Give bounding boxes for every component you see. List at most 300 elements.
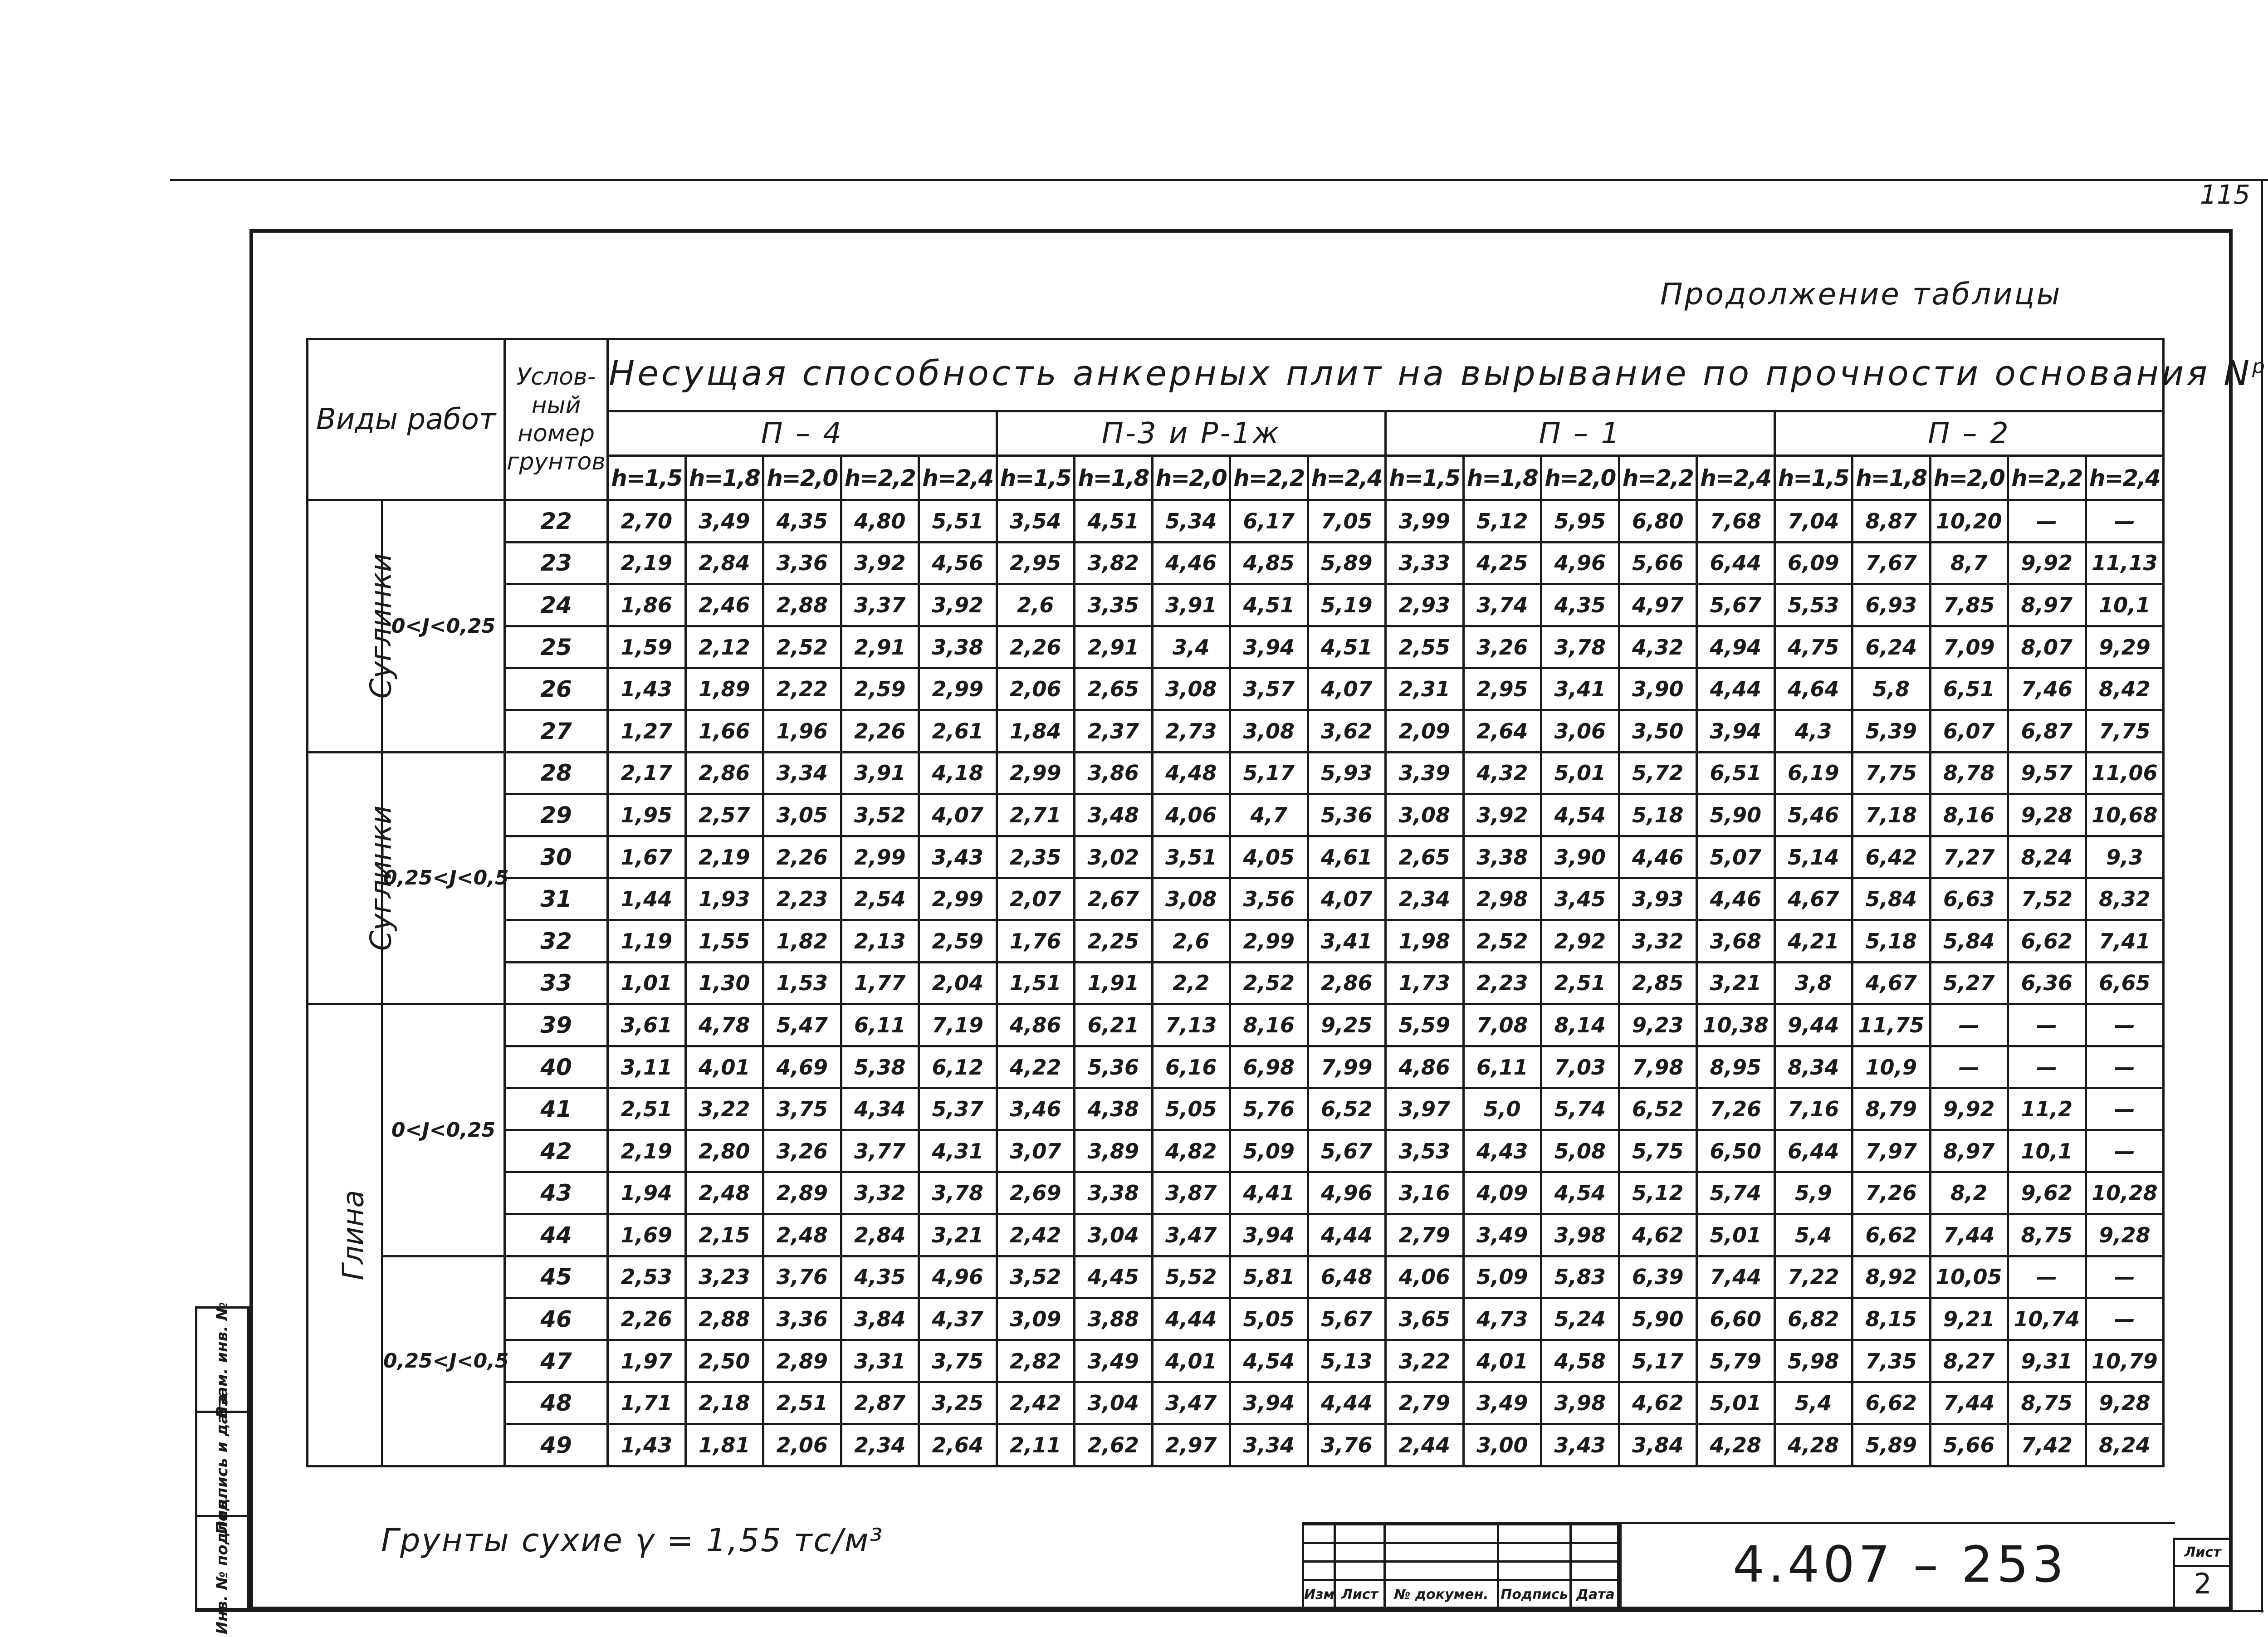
sheet-box (2173, 1538, 2233, 1610)
value-cell: 2,17 (608, 752, 686, 794)
value-cell: 3,05 (763, 794, 841, 836)
value-cell: 8,97 (1930, 1130, 2008, 1172)
value-cell: 3,89 (1075, 1130, 1153, 1172)
value-cell: 11,06 (2086, 752, 2164, 794)
value-cell: 4,44 (1308, 1382, 1386, 1424)
value-cell: 2,82 (997, 1340, 1075, 1382)
value-cell: 4,62 (1619, 1382, 1697, 1424)
value-cell: — (2086, 1004, 2164, 1046)
value-cell: 4,05 (1230, 836, 1308, 878)
value-cell: 6,62 (1853, 1214, 1931, 1256)
value-cell: 1,81 (685, 1424, 763, 1466)
value-cell: 3,97 (1386, 1088, 1464, 1130)
height-header: h=2,4 (1308, 456, 1386, 500)
value-cell: 2,19 (608, 1130, 686, 1172)
value-cell: 8,95 (1697, 1046, 1775, 1088)
value-cell: 3,38 (1075, 1172, 1153, 1214)
value-cell: 3,93 (1619, 878, 1697, 920)
value-cell: 1,43 (608, 1424, 686, 1466)
value-cell: 5,83 (1541, 1256, 1619, 1298)
value-cell: 4,44 (1308, 1214, 1386, 1256)
soil-type-label: Суглинки (364, 553, 398, 699)
value-cell: 8,2 (1930, 1172, 2008, 1214)
group-header: П-3 и Р-1ж (997, 411, 1386, 456)
value-cell: — (2086, 500, 2164, 542)
value-cell: — (1930, 1046, 2008, 1088)
side-stamp-signature-date: Подпись и дата (213, 1394, 231, 1534)
value-cell: — (2086, 1088, 2164, 1130)
value-cell: 1,97 (608, 1340, 686, 1382)
value-cell: 2,61 (919, 710, 997, 752)
value-cell: 1,76 (997, 920, 1075, 962)
value-cell: 8,32 (2086, 878, 2164, 920)
value-cell: 3,88 (1075, 1298, 1153, 1340)
value-cell: — (2086, 1298, 2164, 1340)
value-cell: 5,89 (1853, 1424, 1931, 1466)
value-cell: 3,77 (841, 1130, 919, 1172)
value-cell: 10,68 (2086, 794, 2164, 836)
table-row (308, 1130, 2164, 1172)
value-cell: 9,25 (1308, 1004, 1386, 1046)
ground-number-cell: 26 (505, 668, 608, 710)
value-cell: 3,49 (1463, 1214, 1541, 1256)
value-cell: 2,89 (763, 1340, 841, 1382)
height-header: h=2,0 (1152, 456, 1230, 500)
value-cell: 1,86 (608, 584, 686, 626)
height-header: h=2,2 (1619, 456, 1697, 500)
value-cell: 5,07 (1697, 836, 1775, 878)
value-cell: 1,89 (685, 668, 763, 710)
consistency-cell: 0<J<0,25 (382, 500, 505, 752)
value-cell: 3,47 (1152, 1382, 1230, 1424)
value-cell: 2,34 (1386, 878, 1464, 920)
value-cell: 4,37 (919, 1298, 997, 1340)
value-cell: 2,55 (1386, 626, 1464, 668)
value-cell: 4,21 (1774, 920, 1853, 962)
value-cell: 4,06 (1386, 1256, 1464, 1298)
value-cell: 6,09 (1774, 542, 1853, 584)
stamp-row (1303, 1562, 1621, 1580)
value-cell: 2,48 (685, 1172, 763, 1214)
value-cell: 4,96 (1541, 542, 1619, 584)
value-cell: 10,38 (1697, 1004, 1775, 1046)
value-cell: 2,99 (1230, 920, 1308, 962)
value-cell: 5,76 (1230, 1088, 1308, 1130)
value-cell: 1,71 (608, 1382, 686, 1424)
value-cell: 2,64 (1463, 710, 1541, 752)
value-cell: 3,21 (1697, 962, 1775, 1004)
value-cell: 2,37 (1075, 710, 1153, 752)
value-cell: 8,79 (1853, 1088, 1931, 1130)
ground-number-cell: 43 (505, 1172, 608, 1214)
value-cell: 4,56 (919, 542, 997, 584)
ground-number-cell: 32 (505, 920, 608, 962)
value-cell: 2,86 (685, 752, 763, 794)
value-cell: 3,49 (1463, 1382, 1541, 1424)
value-cell: 2,57 (685, 794, 763, 836)
stamp-column-label: Подпись (1498, 1580, 1571, 1609)
height-header: h=2,4 (2086, 456, 2164, 500)
value-cell: 8,24 (2086, 1424, 2164, 1466)
value-cell: 2,67 (1075, 878, 1153, 920)
value-cell: 10,1 (2086, 584, 2164, 626)
side-stamp-replace-inv: Взам. инв. № (213, 1301, 231, 1418)
value-cell: 6,11 (841, 1004, 919, 1046)
value-cell: 2,80 (685, 1130, 763, 1172)
value-cell: 10,1 (2008, 1130, 2086, 1172)
value-cell: 3,21 (919, 1214, 997, 1256)
value-cell: 4,31 (919, 1130, 997, 1172)
work-type-header: Виды работ (308, 339, 505, 500)
value-cell: 3,46 (997, 1088, 1075, 1130)
value-cell: 2,98 (1463, 878, 1541, 920)
value-cell: 5,90 (1619, 1298, 1697, 1340)
value-cell: 2,6 (997, 584, 1075, 626)
value-cell: 3,49 (1075, 1340, 1153, 1382)
value-cell: 5,24 (1541, 1298, 1619, 1340)
value-cell: 3,32 (841, 1172, 919, 1214)
value-cell: 3,76 (763, 1256, 841, 1298)
table-row (308, 962, 2164, 1004)
value-cell: 2,99 (841, 836, 919, 878)
ground-number-header: Услов- ный номер грунтов (505, 339, 608, 500)
value-cell: 3,37 (841, 584, 919, 626)
value-cell: 2,42 (997, 1382, 1075, 1424)
value-cell: 4,32 (1619, 626, 1697, 668)
value-cell: 2,26 (841, 710, 919, 752)
value-cell: 3,08 (1386, 794, 1464, 836)
value-cell: 4,3 (1774, 710, 1853, 752)
value-cell: — (2086, 1256, 2164, 1298)
ground-number-cell: 22 (505, 500, 608, 542)
value-cell: 9,44 (1774, 1004, 1853, 1046)
value-cell: 4,35 (841, 1256, 919, 1298)
value-cell: 3,84 (1619, 1424, 1697, 1466)
document-code: 4.407 – 253 (1733, 1535, 2068, 1593)
value-cell: 11,2 (2008, 1088, 2086, 1130)
value-cell: 6,11 (1463, 1046, 1541, 1088)
table-title-sup: р (2252, 355, 2268, 378)
value-cell: 7,75 (1853, 752, 1931, 794)
value-cell: 2,70 (608, 500, 686, 542)
value-cell: 2,89 (763, 1172, 841, 1214)
side-stamp-original-inv: Инв. № подлин. (213, 1493, 231, 1634)
value-cell: 6,65 (2086, 962, 2164, 1004)
table-row (308, 668, 2164, 710)
value-cell: 1,77 (841, 962, 919, 1004)
value-cell: 2,51 (608, 1088, 686, 1130)
value-cell: 2,23 (1463, 962, 1541, 1004)
value-cell: 7,09 (1930, 626, 2008, 668)
value-cell: 3,92 (841, 542, 919, 584)
value-cell: 4,96 (1308, 1172, 1386, 1214)
stamp-column-label: Лист (1335, 1580, 1385, 1609)
value-cell: 1,27 (608, 710, 686, 752)
value-cell: 1,91 (1075, 962, 1153, 1004)
value-cell: 7,44 (1697, 1256, 1775, 1298)
value-cell: 5,4 (1774, 1214, 1853, 1256)
value-cell: 2,51 (1541, 962, 1619, 1004)
value-cell: 5,79 (1697, 1340, 1775, 1382)
ground-number-cell: 28 (505, 752, 608, 794)
soil-type-label: Суглинки (364, 805, 398, 951)
value-cell: 5,01 (1541, 752, 1619, 794)
ground-number-cell: 23 (505, 542, 608, 584)
value-cell: 8,16 (1230, 1004, 1308, 1046)
value-cell: 4,41 (1230, 1172, 1308, 1214)
value-cell: 3,52 (841, 794, 919, 836)
value-cell: 6,60 (1697, 1298, 1775, 1340)
value-cell: 3,65 (1386, 1298, 1464, 1340)
value-cell: 4,51 (1075, 500, 1153, 542)
value-cell: 2,99 (919, 668, 997, 710)
ground-number-cell: 30 (505, 836, 608, 878)
value-cell: 4,25 (1463, 542, 1541, 584)
value-cell: 3,11 (608, 1046, 686, 1088)
group-header: П – 4 (608, 411, 997, 456)
value-cell: 3,53 (1386, 1130, 1464, 1172)
value-cell: 5,37 (919, 1088, 997, 1130)
sheet-label: Лист (2175, 1540, 2230, 1567)
value-cell: 2,31 (1386, 668, 1464, 710)
value-cell: 1,43 (608, 668, 686, 710)
value-cell: 7,52 (2008, 878, 2086, 920)
value-cell: 2,91 (841, 626, 919, 668)
value-cell: 4,78 (685, 1004, 763, 1046)
value-cell: 7,98 (1619, 1046, 1697, 1088)
value-cell: 8,34 (1774, 1046, 1853, 1088)
value-cell: 3,06 (1541, 710, 1619, 752)
value-cell: 3,75 (919, 1340, 997, 1382)
value-cell: 4,64 (1774, 668, 1853, 710)
value-cell: 9,28 (2008, 794, 2086, 836)
value-cell: 1,66 (685, 710, 763, 752)
ground-number-cell: 31 (505, 878, 608, 920)
value-cell: 3,98 (1541, 1214, 1619, 1256)
value-cell: 7,27 (1930, 836, 2008, 878)
value-cell: 8,75 (2008, 1214, 2086, 1256)
value-cell: 1,01 (608, 962, 686, 1004)
value-cell: 6,62 (1853, 1382, 1931, 1424)
value-cell: 3,08 (1230, 710, 1308, 752)
value-cell: — (2086, 1046, 2164, 1088)
value-cell: 3,26 (763, 1130, 841, 1172)
value-cell: 3,08 (1152, 668, 1230, 710)
value-cell: 2,54 (841, 878, 919, 920)
value-cell: 2,95 (1463, 668, 1541, 710)
value-cell: 4,51 (1230, 584, 1308, 626)
value-cell: 8,87 (1853, 500, 1931, 542)
value-cell: 3,57 (1230, 668, 1308, 710)
value-cell: 3,99 (1386, 500, 1464, 542)
value-cell: 6,07 (1930, 710, 2008, 752)
value-cell: 2,19 (608, 542, 686, 584)
table-row (308, 1340, 2164, 1382)
consistency-cell: 0<J<0,25 (382, 1004, 505, 1256)
value-cell: 2,69 (997, 1172, 1075, 1214)
value-cell: 6,21 (1075, 1004, 1153, 1046)
value-cell: 2,44 (1386, 1424, 1464, 1466)
table-row (308, 710, 2164, 752)
ground-number-cell: 41 (505, 1088, 608, 1130)
value-cell: 4,48 (1152, 752, 1230, 794)
value-cell: 5,12 (1619, 1172, 1697, 1214)
value-cell: 3,00 (1463, 1424, 1541, 1466)
stamp-row (1303, 1525, 1621, 1543)
value-cell: 2,65 (1075, 668, 1153, 710)
value-cell: 5,74 (1541, 1088, 1619, 1130)
value-cell: 8,14 (1541, 1004, 1619, 1046)
value-cell: 4,96 (919, 1256, 997, 1298)
value-cell: 3,09 (997, 1298, 1075, 1340)
value-cell: 4,07 (1308, 668, 1386, 710)
value-cell: 3,34 (763, 752, 841, 794)
value-cell: 1,93 (685, 878, 763, 920)
value-cell: 1,98 (1386, 920, 1464, 962)
value-cell: 5,74 (1697, 1172, 1775, 1214)
value-cell: 5,52 (1152, 1256, 1230, 1298)
value-cell: 3,56 (1230, 878, 1308, 920)
value-cell: 4,46 (1697, 878, 1775, 920)
value-cell: 2,93 (1386, 584, 1464, 626)
value-cell: 5,01 (1697, 1382, 1775, 1424)
table-row (308, 920, 2164, 962)
value-cell: 4,94 (1697, 626, 1775, 668)
value-cell: 3,84 (841, 1298, 919, 1340)
table-title-text: Несущая способность анкерных плит на вырывание по прочности основания N (609, 353, 2253, 394)
height-header: h=1,5 (608, 456, 686, 500)
value-cell: 6,52 (1308, 1088, 1386, 1130)
table-row (308, 878, 2164, 920)
value-cell: 5,51 (919, 500, 997, 542)
value-cell: 6,98 (1230, 1046, 1308, 1088)
value-cell: 3,49 (685, 500, 763, 542)
value-cell: 9,28 (2086, 1214, 2164, 1256)
value-cell: 5,95 (1541, 500, 1619, 542)
value-cell: 5,59 (1386, 1004, 1464, 1046)
value-cell: — (2008, 1004, 2086, 1046)
height-header: h=1,8 (1463, 456, 1541, 500)
table-title (608, 339, 2268, 411)
value-cell: 5,89 (1308, 542, 1386, 584)
value-cell: 2,53 (608, 1256, 686, 1298)
height-header: h=2,0 (1930, 456, 2008, 500)
value-cell: 4,73 (1463, 1298, 1541, 1340)
group-header: П – 2 (1774, 411, 2164, 456)
stamp-row (1303, 1543, 1621, 1562)
table-row (308, 626, 2164, 668)
value-cell: 5,19 (1308, 584, 1386, 626)
value-cell: 3,23 (685, 1256, 763, 1298)
page-number: 115 (2200, 179, 2250, 210)
height-header: h=2,0 (1541, 456, 1619, 500)
height-header: h=1,8 (1075, 456, 1153, 500)
value-cell: 5,93 (1308, 752, 1386, 794)
value-cell: 3,25 (919, 1382, 997, 1424)
value-cell: 4,75 (1774, 626, 1853, 668)
value-cell: 2,04 (919, 962, 997, 1004)
table-row (308, 584, 2164, 626)
table-row (308, 1256, 2164, 1298)
table-row (308, 1382, 2164, 1424)
value-cell: 2,2 (1152, 962, 1230, 1004)
value-cell: 2,13 (841, 920, 919, 962)
value-cell: 4,18 (919, 752, 997, 794)
side-stamp (195, 1301, 249, 1634)
value-cell: 9,23 (1619, 1004, 1697, 1046)
value-cell: 4,67 (1774, 878, 1853, 920)
value-cell: 1,59 (608, 626, 686, 668)
value-cell: 4,51 (1308, 626, 1386, 668)
value-cell: 1,44 (608, 878, 686, 920)
value-cell: 3,31 (841, 1340, 919, 1382)
value-cell: 3,50 (1619, 710, 1697, 752)
value-cell: 1,30 (685, 962, 763, 1004)
value-cell: 3,34 (1230, 1424, 1308, 1466)
value-cell: 4,54 (1541, 794, 1619, 836)
value-cell: 4,7 (1230, 794, 1308, 836)
value-cell: 4,09 (1463, 1172, 1541, 1214)
value-cell: 4,86 (997, 1004, 1075, 1046)
side-stamp-cell (197, 1493, 247, 1634)
value-cell: 3,62 (1308, 710, 1386, 752)
ground-number-cell: 27 (505, 710, 608, 752)
value-cell: 7,44 (1930, 1382, 2008, 1424)
value-cell: 4,45 (1075, 1256, 1153, 1298)
value-cell: 5,01 (1697, 1214, 1775, 1256)
value-cell: 8,42 (2086, 668, 2164, 710)
value-cell: 2,50 (685, 1340, 763, 1382)
ground-number-cell: 42 (505, 1130, 608, 1172)
value-cell: 2,26 (608, 1298, 686, 1340)
value-cell: 4,69 (763, 1046, 841, 1088)
value-cell: 5,17 (1230, 752, 1308, 794)
value-cell: 3,78 (919, 1172, 997, 1214)
value-cell: 8,27 (1930, 1340, 2008, 1382)
ground-number-cell: 46 (505, 1298, 608, 1340)
value-cell: — (2008, 500, 2086, 542)
value-cell: 6,51 (1697, 752, 1775, 794)
height-header: h=2,2 (1230, 456, 1308, 500)
value-cell: 3,94 (1230, 1382, 1308, 1424)
height-header: h=1,5 (997, 456, 1075, 500)
value-cell: 5,90 (1697, 794, 1775, 836)
value-cell: 9,57 (2008, 752, 2086, 794)
height-header: h=1,8 (1853, 456, 1931, 500)
value-cell: 2,88 (685, 1298, 763, 1340)
value-cell: 4,01 (1463, 1340, 1541, 1382)
height-header: h=2,4 (919, 456, 997, 500)
stamp-column-label: № докумен. (1385, 1580, 1498, 1609)
value-cell: 5,12 (1463, 500, 1541, 542)
ground-number-cell: 25 (505, 626, 608, 668)
value-cell: 5,72 (1619, 752, 1697, 794)
soil-note: Грунты сухие γ = 1,55 тс/м³ (381, 1522, 884, 1559)
value-cell: 5,53 (1774, 584, 1853, 626)
value-cell: 1,53 (763, 962, 841, 1004)
soil-type-cell (308, 752, 398, 1004)
value-cell: 2,46 (685, 584, 763, 626)
value-cell: 2,23 (763, 878, 841, 920)
ground-number-cell: 48 (505, 1382, 608, 1424)
table-row (308, 836, 2164, 878)
sheet-right-line (2261, 179, 2263, 1613)
value-cell: 3,38 (919, 626, 997, 668)
value-cell: 4,28 (1697, 1424, 1775, 1466)
sheet-number: 2 (2194, 1567, 2212, 1600)
value-cell: 3,35 (1075, 584, 1153, 626)
value-cell: 3,43 (1541, 1424, 1619, 1466)
